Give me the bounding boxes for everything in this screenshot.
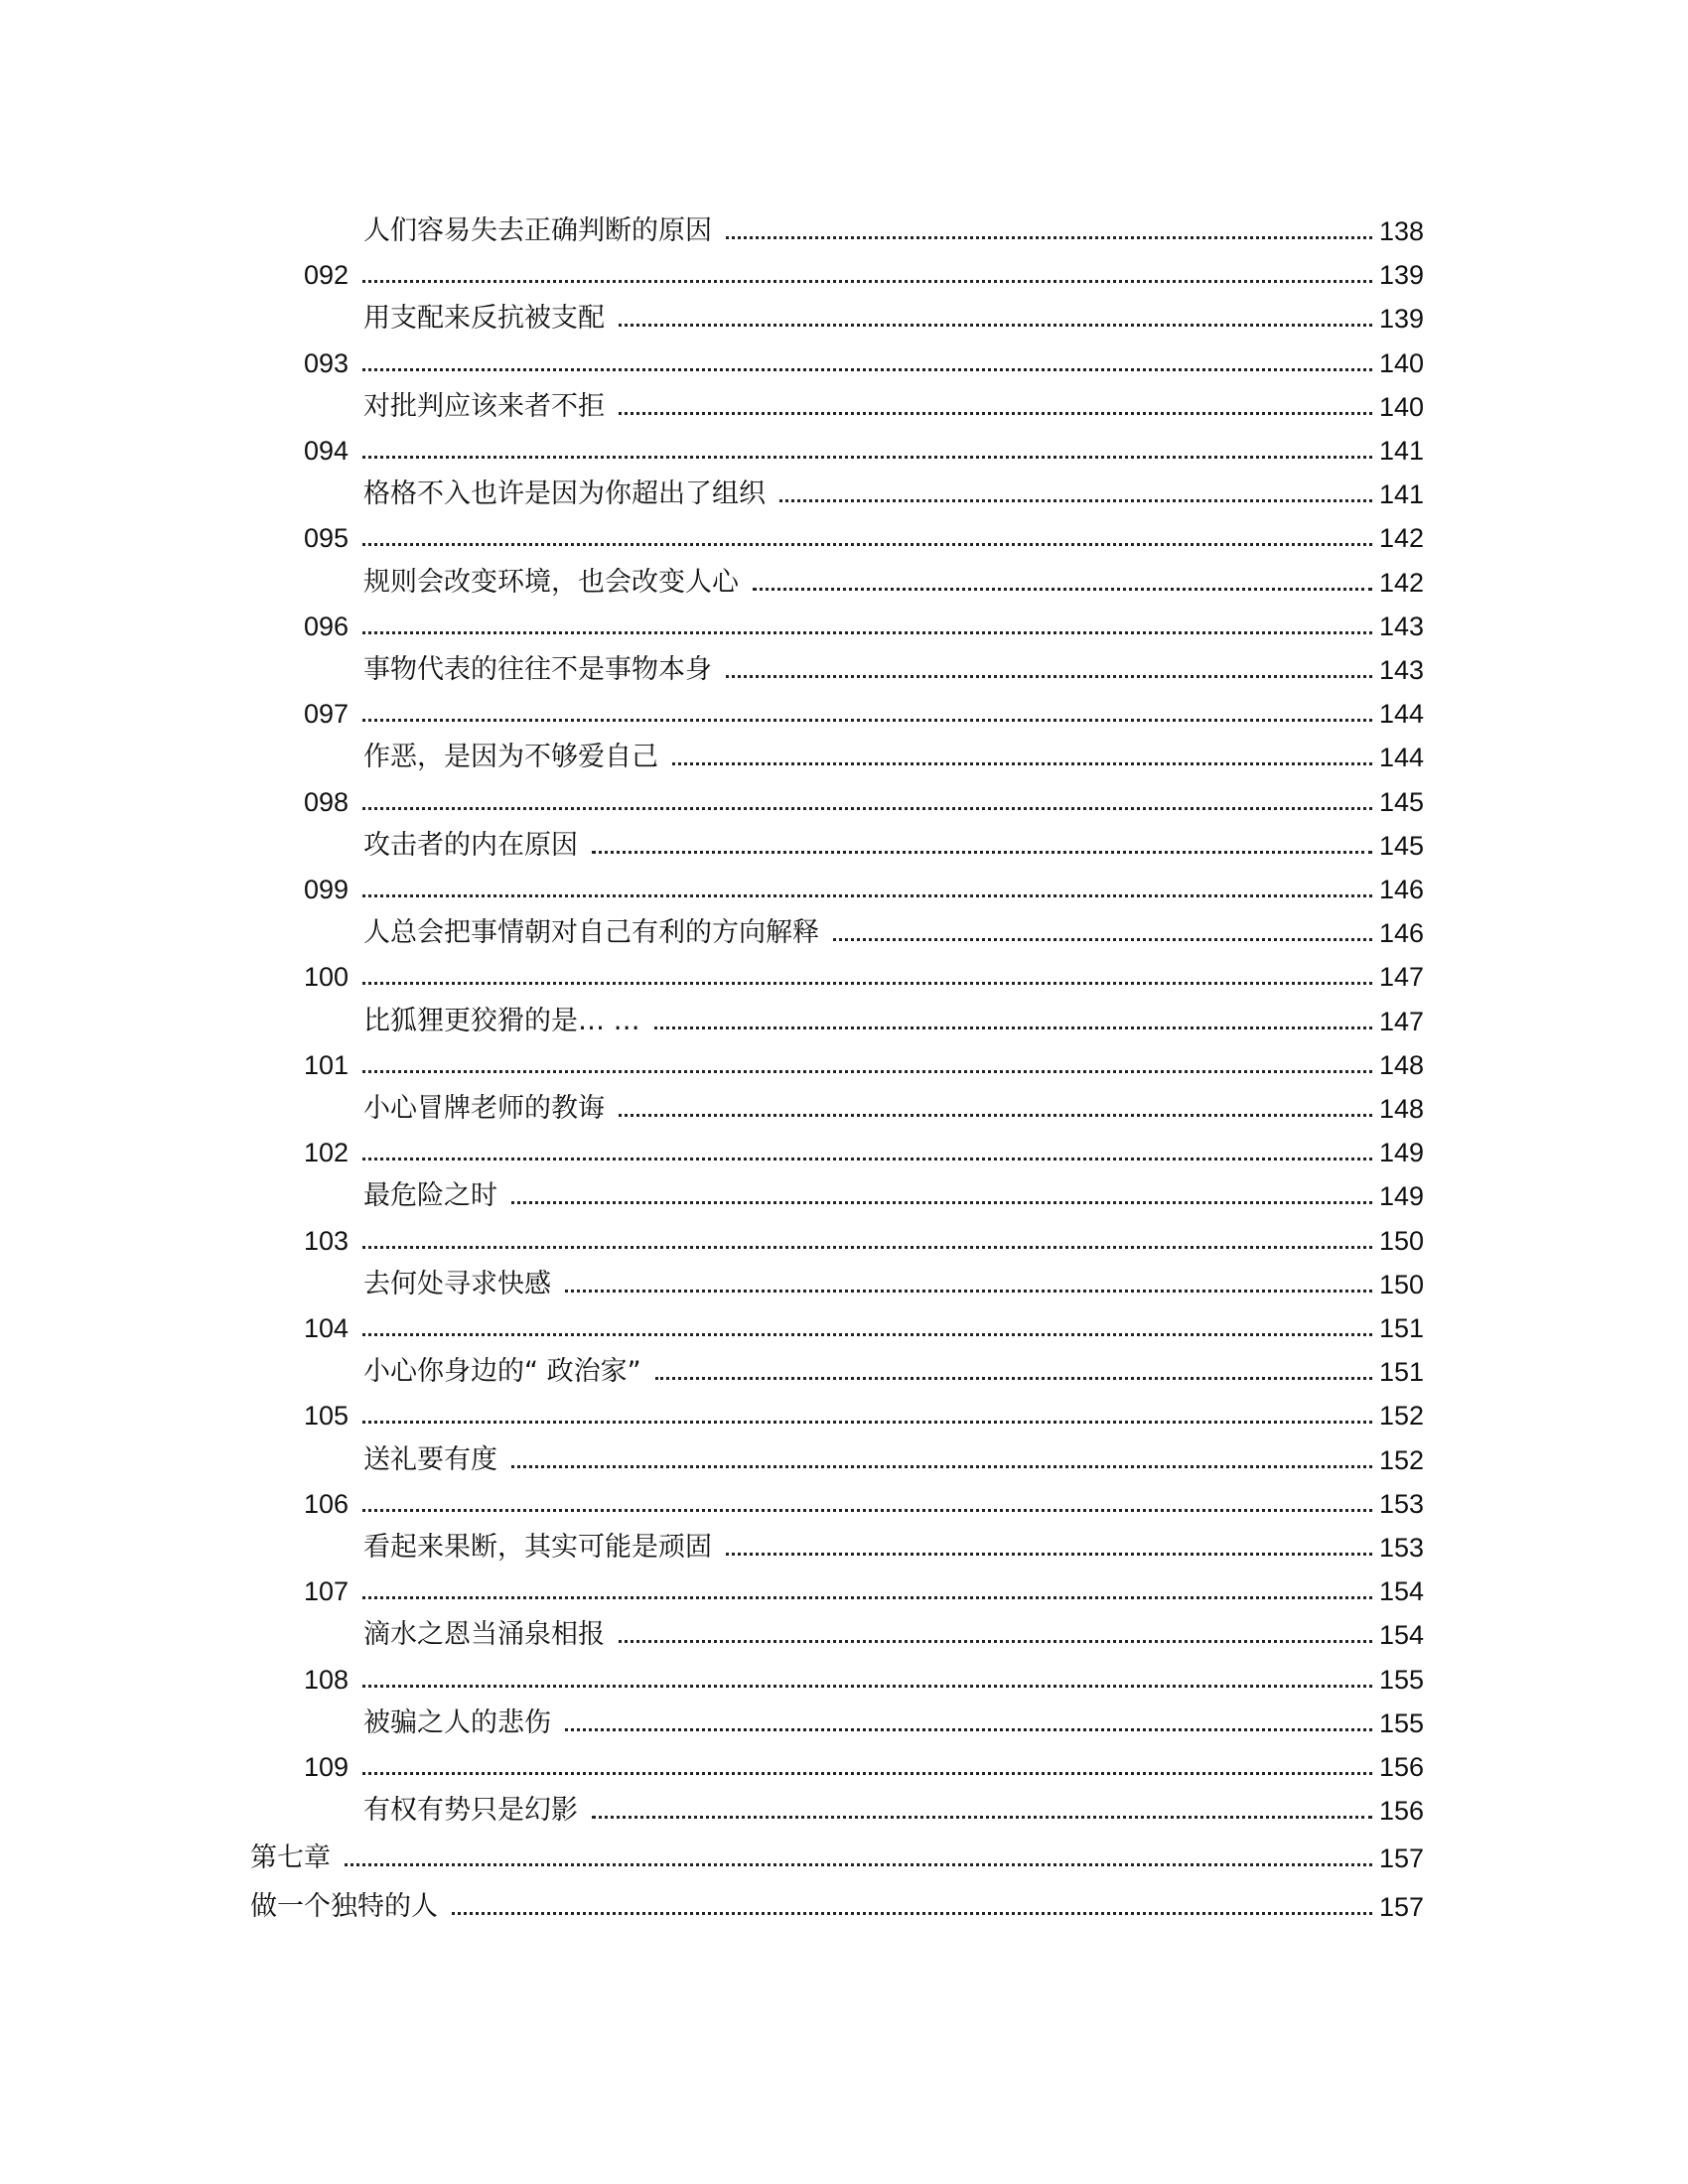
dot-leader xyxy=(362,1070,1372,1073)
toc-entry[interactable] xyxy=(304,687,1424,731)
dot-leader xyxy=(362,1158,1372,1160)
dot-leader xyxy=(511,1465,1372,1468)
dot-leader xyxy=(362,631,1372,634)
toc-page-number: 143 xyxy=(1378,611,1424,641)
toc-entry[interactable] xyxy=(304,1038,1424,1082)
toc-page-number: 144 xyxy=(1378,699,1424,730)
dot-leader xyxy=(362,719,1372,722)
toc-entry-title: 做一个独特的人 xyxy=(250,1890,438,1922)
toc-page-number: 156 xyxy=(1378,1796,1424,1827)
dot-leader xyxy=(726,675,1372,678)
toc-entry[interactable] xyxy=(363,1345,1424,1389)
toc-entry-number: 093 xyxy=(304,347,350,378)
toc-entry[interactable] xyxy=(304,950,1424,994)
toc-entry-title: 第七章 xyxy=(250,1843,331,1874)
dot-leader xyxy=(619,324,1372,327)
toc-entry-title: 作恶，是因为不够爱自己 xyxy=(363,742,658,773)
toc-page-number: 148 xyxy=(1378,1049,1424,1080)
toc-page-number: 142 xyxy=(1378,523,1424,554)
toc-entry-number: 095 xyxy=(304,523,350,554)
toc-entry[interactable] xyxy=(363,995,1424,1038)
toc-entry[interactable] xyxy=(304,1126,1424,1169)
toc-page-number: 140 xyxy=(1378,347,1424,378)
toc-entry[interactable] xyxy=(363,1258,1424,1301)
toc-page-number: 157 xyxy=(1378,1843,1424,1874)
toc-entry-number: 108 xyxy=(304,1664,350,1695)
dot-leader xyxy=(619,1640,1372,1643)
toc-entry-title: 送礼要有度 xyxy=(363,1443,497,1475)
dot-leader xyxy=(362,280,1372,283)
toc-page-number: 145 xyxy=(1378,786,1424,817)
toc-entry[interactable] xyxy=(363,556,1424,600)
dot-leader xyxy=(362,1333,1372,1336)
dot-leader xyxy=(753,588,1372,591)
dot-leader xyxy=(655,1377,1372,1380)
toc-entry-number: 109 xyxy=(304,1752,350,1782)
toc-page-number: 156 xyxy=(1378,1752,1424,1782)
toc-page-number: 146 xyxy=(1378,918,1424,949)
toc-page-number: 154 xyxy=(1378,1576,1424,1607)
toc-entry[interactable] xyxy=(363,1697,1424,1740)
toc-entry[interactable] xyxy=(304,1477,1424,1521)
toc-entry-title: 规则会改变环境，也会改变人心 xyxy=(363,566,739,598)
toc-entry-title: 最危险之时 xyxy=(363,1180,497,1212)
toc-entry[interactable] xyxy=(363,1784,1424,1828)
dot-leader xyxy=(362,456,1372,459)
dot-leader xyxy=(362,1246,1372,1249)
toc-page-number: 153 xyxy=(1378,1488,1424,1519)
toc-entry-number: 092 xyxy=(304,260,350,291)
toc-page-number: 145 xyxy=(1378,830,1424,861)
dot-leader xyxy=(362,894,1372,897)
toc-entry-number: 094 xyxy=(304,436,350,466)
toc-entry-title: 对批判应该来者不拒 xyxy=(363,390,605,422)
toc-entry-title: 事物代表的往往不是事物本身 xyxy=(363,654,712,685)
toc-entry[interactable] xyxy=(304,424,1424,468)
toc-page-number: 140 xyxy=(1378,391,1424,422)
dot-leader xyxy=(833,938,1372,941)
dot-leader xyxy=(779,499,1372,502)
dot-leader xyxy=(619,1114,1372,1117)
toc-entry[interactable] xyxy=(363,380,1424,424)
toc-entry[interactable] xyxy=(363,292,1424,336)
toc-entry[interactable] xyxy=(363,1521,1424,1565)
toc-page-number: 151 xyxy=(1378,1313,1424,1343)
toc-page-number: 149 xyxy=(1378,1138,1424,1168)
toc-entry[interactable] xyxy=(363,205,1424,248)
toc-page-number: 144 xyxy=(1378,743,1424,773)
toc-entry-number: 105 xyxy=(304,1401,350,1432)
toc-entry[interactable] xyxy=(363,731,1424,774)
toc-entry-title: 比狐狸更狡猾的是… … xyxy=(363,1005,640,1036)
toc-page-number: 139 xyxy=(1378,260,1424,291)
toc-entry-title: 小心你身边的“ 政治家” xyxy=(363,1356,641,1388)
toc-page-number: 139 xyxy=(1378,304,1424,335)
toc-page-number: 155 xyxy=(1378,1664,1424,1695)
toc-entry[interactable] xyxy=(304,337,1424,380)
toc-entry[interactable] xyxy=(304,1301,1424,1345)
toc-entry[interactable] xyxy=(304,1740,1424,1784)
dot-leader xyxy=(362,368,1372,371)
toc-page-number: 147 xyxy=(1378,1006,1424,1036)
toc-entry[interactable] xyxy=(250,1880,1424,1924)
dot-leader xyxy=(362,543,1372,546)
toc-entry-title: 小心冒牌老师的教诲 xyxy=(363,1093,605,1124)
toc-page-number: 152 xyxy=(1378,1401,1424,1432)
toc-page-number: 150 xyxy=(1378,1269,1424,1299)
toc-entry-title: 用支配来反抗被支配 xyxy=(363,303,605,335)
toc-page-number: 147 xyxy=(1378,962,1424,993)
toc-page-number: 149 xyxy=(1378,1181,1424,1212)
dot-leader xyxy=(672,762,1372,765)
toc-page-number: 154 xyxy=(1378,1620,1424,1651)
toc-page-number: 148 xyxy=(1378,1094,1424,1124)
dot-leader xyxy=(565,1290,1372,1293)
toc-entry[interactable] xyxy=(363,1169,1424,1213)
dot-leader xyxy=(565,1728,1372,1731)
toc-entry[interactable] xyxy=(304,600,1424,643)
toc-entry-title: 攻击者的内在原因 xyxy=(363,829,578,861)
toc-page-number: 138 xyxy=(1378,216,1424,246)
toc-entry[interactable] xyxy=(363,643,1424,687)
toc-entry-number: 099 xyxy=(304,875,350,904)
toc-entry-title: 去何处寻求快感 xyxy=(363,1268,551,1299)
dot-leader xyxy=(362,982,1372,985)
toc-entry[interactable] xyxy=(304,863,1424,906)
toc-entry-number: 096 xyxy=(304,611,350,641)
toc-entry-number: 104 xyxy=(304,1313,350,1343)
toc-entry-number: 102 xyxy=(304,1138,350,1168)
toc-entry[interactable] xyxy=(304,248,1424,292)
dot-leader xyxy=(726,236,1372,239)
dot-leader xyxy=(362,1772,1372,1775)
toc-entry[interactable] xyxy=(363,1433,1424,1477)
toc-entry-number: 101 xyxy=(304,1049,350,1080)
dot-leader xyxy=(362,807,1372,810)
toc-entry-title: 滴水之恩当涌泉相报 xyxy=(363,1619,605,1651)
toc-entry-title: 人们容易失去正确判断的原因 xyxy=(363,215,712,246)
toc-page-number: 142 xyxy=(1378,567,1424,598)
toc-entry[interactable] xyxy=(363,1082,1424,1126)
toc-entry[interactable] xyxy=(363,468,1424,511)
toc-entry-title: 被骗之人的悲伤 xyxy=(363,1706,551,1738)
toc-entry[interactable] xyxy=(304,1214,1424,1258)
toc-entry[interactable] xyxy=(304,1389,1424,1433)
dot-leader xyxy=(654,1026,1372,1029)
toc-page-number: 146 xyxy=(1378,875,1424,904)
toc-entry[interactable] xyxy=(304,775,1424,819)
dot-leader xyxy=(619,412,1372,415)
dot-leader xyxy=(726,1553,1372,1556)
dot-leader xyxy=(592,851,1372,854)
toc-page-number: 153 xyxy=(1378,1533,1424,1563)
toc-entry-number: 107 xyxy=(304,1576,350,1607)
toc-entry-title: 人总会把事情朝对自己有利的方向解释 xyxy=(363,917,819,949)
toc-page-number: 151 xyxy=(1378,1357,1424,1388)
toc-entry-title: 有权有势只是幻影 xyxy=(363,1795,578,1827)
toc-entry[interactable] xyxy=(304,511,1424,555)
toc-entry[interactable] xyxy=(363,906,1424,950)
toc-entry[interactable] xyxy=(363,1608,1424,1652)
toc-page-number: 143 xyxy=(1378,655,1424,685)
dot-leader xyxy=(362,1421,1372,1424)
toc-page-number: 150 xyxy=(1378,1225,1424,1256)
toc-entry-title: 看起来果断，其实可能是顽固 xyxy=(363,1532,712,1563)
toc-entry[interactable] xyxy=(304,1653,1424,1697)
dot-leader xyxy=(345,1863,1372,1866)
toc-page-number: 152 xyxy=(1378,1444,1424,1475)
dot-leader xyxy=(452,1912,1372,1915)
toc-entry-number: 098 xyxy=(304,786,350,817)
dot-leader xyxy=(362,1596,1372,1599)
toc-entry-number: 103 xyxy=(304,1225,350,1256)
toc-entry[interactable] xyxy=(250,1832,1424,1875)
toc-entry-title: 格格不入也许是因为你超出了组织 xyxy=(363,478,766,510)
toc-entry-number: 106 xyxy=(304,1488,350,1519)
toc-entry-number: 097 xyxy=(304,699,350,730)
toc-entry[interactable] xyxy=(363,819,1424,863)
dot-leader xyxy=(362,1685,1372,1688)
dot-leader xyxy=(511,1201,1372,1204)
dot-leader xyxy=(592,1816,1372,1819)
toc-page-number: 157 xyxy=(1378,1891,1424,1922)
toc-page-number: 155 xyxy=(1378,1707,1424,1738)
toc-entry-number: 100 xyxy=(304,962,350,993)
toc-entry[interactable] xyxy=(304,1565,1424,1608)
dot-leader xyxy=(362,1509,1372,1512)
toc-page-number: 141 xyxy=(1378,479,1424,510)
toc-page-number: 141 xyxy=(1378,436,1424,466)
